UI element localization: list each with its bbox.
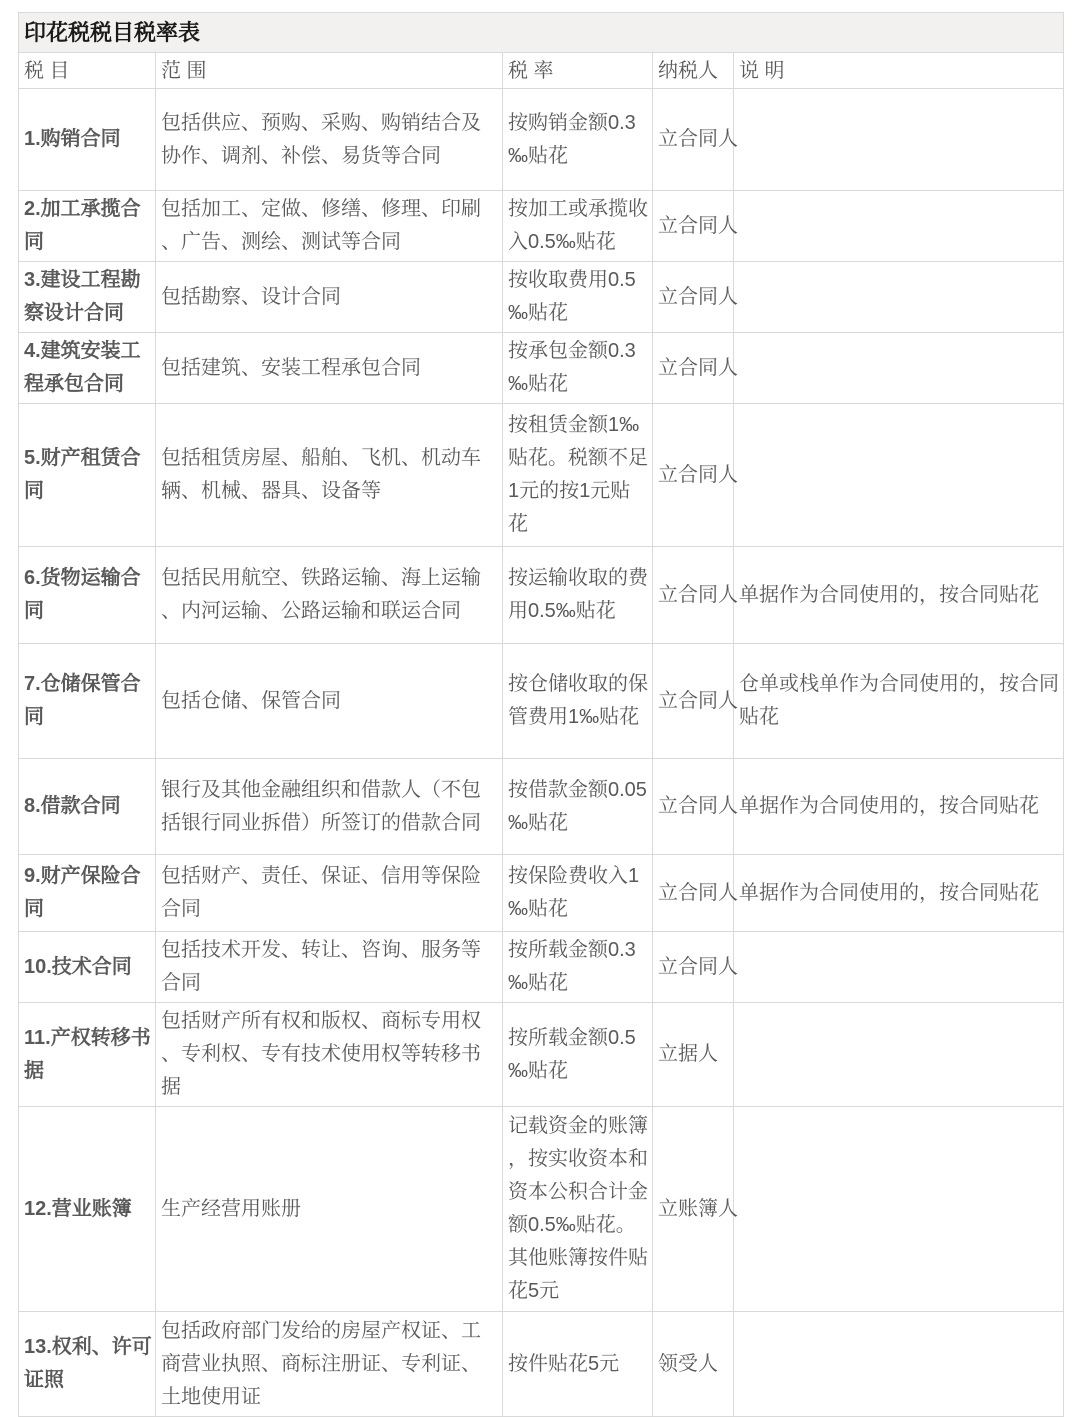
cell-taxpayer: 立合同人: [653, 191, 734, 262]
cell-tax-item: 7.仓储保管合同: [19, 644, 156, 759]
cell-scope: 包括仓储、保管合同: [156, 644, 503, 759]
cell-scope: 包括民用航空、铁路运输、海上运输、内河运输、公路运输和联运合同: [156, 547, 503, 644]
cell-scope: 包括财产所有权和版权、商标专用权、专利权、专有技术使用权等转移书据: [156, 1003, 503, 1107]
cell-scope: 包括技术开发、转让、咨询、服务等合同: [156, 932, 503, 1003]
cell-scope: 包括加工、定做、修缮、修理、印刷、广告、测绘、测试等合同: [156, 191, 503, 262]
table-title: 印花税税目税率表: [19, 13, 1064, 53]
table-row: [19, 404, 1064, 547]
cell-taxpayer: 立合同人: [653, 759, 734, 855]
cell-note: 单据作为合同使用的，按合同贴花: [734, 855, 1064, 932]
cell-taxpayer: 立合同人: [653, 404, 734, 547]
cell-taxpayer: 立合同人: [653, 855, 734, 932]
cell-note: [734, 89, 1064, 191]
cell-note: 单据作为合同使用的，按合同贴花: [734, 759, 1064, 855]
table-row: [19, 1312, 1064, 1417]
cell-rate: 按运输收取的费用0.5‰贴花: [503, 547, 653, 644]
cell-tax-item: 6.货物运输合同: [19, 547, 156, 644]
header-note: 说 明: [734, 53, 1064, 89]
cell-scope: 包括租赁房屋、船舶、飞机、机动车辆、机械、器具、设备等: [156, 404, 503, 547]
cell-rate: 按所载金额0.5‰贴花: [503, 1003, 653, 1107]
cell-taxpayer: 立合同人: [653, 932, 734, 1003]
cell-scope: 包括勘察、设计合同: [156, 262, 503, 333]
cell-taxpayer: 立合同人: [653, 644, 734, 759]
cell-scope: 包括建筑、安装工程承包合同: [156, 333, 503, 404]
table-row: [19, 1003, 1064, 1107]
cell-taxpayer: 立合同人: [653, 547, 734, 644]
cell-note: [734, 1312, 1064, 1417]
table-header-row: [19, 53, 1064, 89]
table-row: [19, 89, 1064, 191]
table-row: [19, 932, 1064, 1003]
table-row: [19, 191, 1064, 262]
header-taxpayer: 纳税人: [653, 53, 734, 89]
cell-tax-item: 10.技术合同: [19, 932, 156, 1003]
cell-rate: 记载资金的账簿，按实收资本和资本公积合计金额0.5‰贴花。其他账簿按件贴花5元: [503, 1107, 653, 1312]
cell-tax-item: 8.借款合同: [19, 759, 156, 855]
cell-rate: 按保险费收入1‰贴花: [503, 855, 653, 932]
cell-tax-item: 3.建设工程勘察设计合同: [19, 262, 156, 333]
cell-note: [734, 932, 1064, 1003]
cell-rate: 按租赁金额1‰贴花。税额不足1元的按1元贴花: [503, 404, 653, 547]
cell-taxpayer: 立合同人: [653, 262, 734, 333]
cell-note: [734, 1003, 1064, 1107]
cell-rate: 按借款金额0.05‰贴花: [503, 759, 653, 855]
cell-note: [734, 191, 1064, 262]
cell-tax-item: 11.产权转移书据: [19, 1003, 156, 1107]
header-tax-item: 税 目: [19, 53, 156, 89]
cell-tax-item: 1.购销合同: [19, 89, 156, 191]
cell-note: [734, 1107, 1064, 1312]
cell-scope: 银行及其他金融组织和借款人（不包括银行同业拆借）所签订的借款合同: [156, 759, 503, 855]
cell-tax-item: 5.财产租赁合同: [19, 404, 156, 547]
cell-note: [734, 262, 1064, 333]
cell-taxpayer: 立合同人: [653, 333, 734, 404]
table-row: [19, 759, 1064, 855]
cell-tax-item: 4.建筑安装工程承包合同: [19, 333, 156, 404]
table-row: [19, 262, 1064, 333]
cell-rate: 按购销金额0.3‰贴花: [503, 89, 653, 191]
cell-note: [734, 333, 1064, 404]
cell-scope: 包括财产、责任、保证、信用等保险合同: [156, 855, 503, 932]
cell-taxpayer: 立合同人: [653, 89, 734, 191]
cell-scope: 包括供应、预购、采购、购销结合及协作、调剂、补偿、易货等合同: [156, 89, 503, 191]
table-row: [19, 855, 1064, 932]
cell-note: [734, 404, 1064, 547]
table-row: [19, 1107, 1064, 1312]
table-row: [19, 333, 1064, 404]
header-rate: 税 率: [503, 53, 653, 89]
cell-note: 仓单或栈单作为合同使用的，按合同贴花: [734, 644, 1064, 759]
table-title-row: [19, 13, 1064, 53]
cell-rate: 按所载金额0.3‰贴花: [503, 932, 653, 1003]
stamp-tax-rate-table: [18, 12, 1064, 1417]
table-row: [19, 644, 1064, 759]
cell-rate: 按件贴花5元: [503, 1312, 653, 1417]
cell-rate: 按仓储收取的保管费用1‰贴花: [503, 644, 653, 759]
table-row: [19, 547, 1064, 644]
cell-taxpayer: 立账簿人: [653, 1107, 734, 1312]
cell-tax-item: 13.权利、许可证照: [19, 1312, 156, 1417]
cell-rate: 按加工或承揽收入0.5‰贴花: [503, 191, 653, 262]
header-scope: 范 围: [156, 53, 503, 89]
cell-note: 单据作为合同使用的，按合同贴花: [734, 547, 1064, 644]
cell-scope: 包括政府部门发给的房屋产权证、工商营业执照、商标注册证、专利证、土地使用证: [156, 1312, 503, 1417]
cell-tax-item: 12.营业账簿: [19, 1107, 156, 1312]
cell-tax-item: 9.财产保险合同: [19, 855, 156, 932]
cell-rate: 按承包金额0.3‰贴花: [503, 333, 653, 404]
cell-taxpayer: 立据人: [653, 1003, 734, 1107]
cell-tax-item: 2.加工承揽合同: [19, 191, 156, 262]
cell-rate: 按收取费用0.5‰贴花: [503, 262, 653, 333]
cell-scope: 生产经营用账册: [156, 1107, 503, 1312]
cell-taxpayer: 领受人: [653, 1312, 734, 1417]
